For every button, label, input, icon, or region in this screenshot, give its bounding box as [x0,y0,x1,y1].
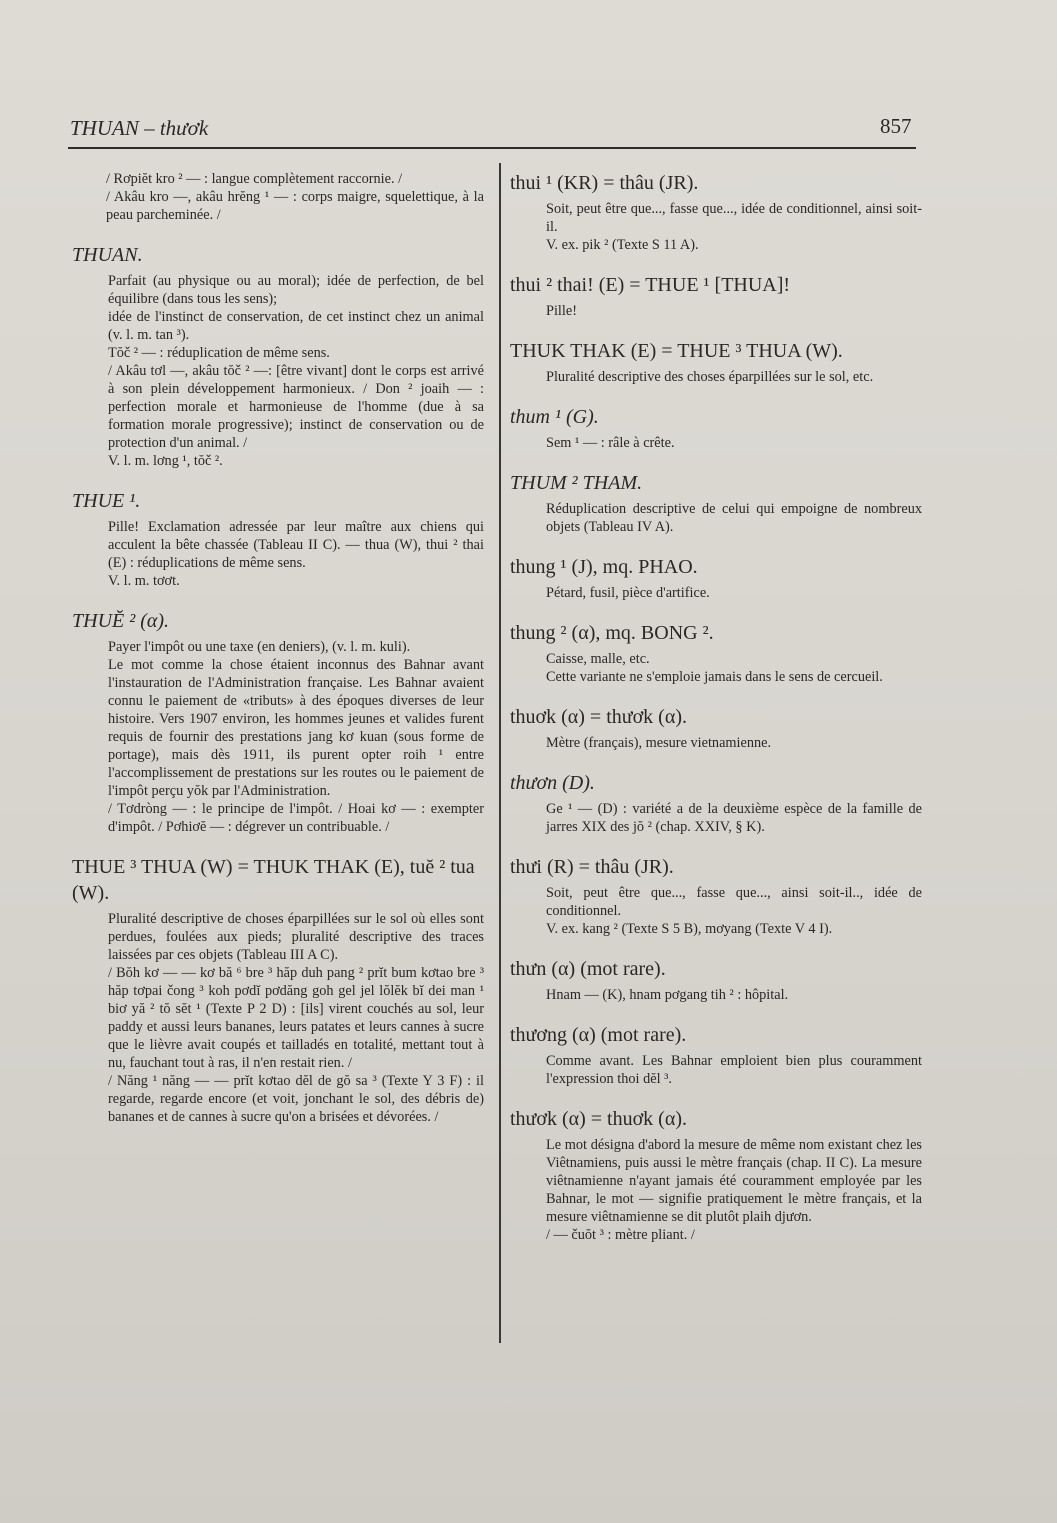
entry-thui-1 [510,170,922,254]
definition-line: Tŏč ² — : réduplication de même sens. [108,345,330,361]
headword: thưi (R) = thâu (JR). [510,856,674,878]
definition-line: / Akâu tơl —, akâu tŏč ² —: [être vivant] dont le corps est arrivé à son plein développement harmonieux. / Don ² joaih — : perfection morale et harmonieuse de l'homme (due à sa formation morale progressive); instinct de conservation ou de protection d'un animal. / [108,363,484,451]
definition-line: Mètre (français), mesure vietnamienne. [546,735,772,751]
definition-line: Le mot désigna d'abord la mesure de même nom existant chez les Viêtnamiens, puis aussi le mètre français (chap. II C). La mesure viêtnamienne n'ayant jamais été couramment employée par les Bahnar, le mot — signifie pratiquement le mètre français, et la mesure viêtnamienne se dit plutôt plaih djươn. [546,1137,922,1225]
entry-thue-3 [72,854,484,1126]
continuation-block [72,170,484,224]
entry-thum-2 [510,470,922,536]
headword: thung ¹ (J), mq. PHAO. [510,556,698,578]
entry-thun [510,956,922,1004]
headword: thung ² (α), mq. BONG ². [510,622,714,644]
headword: thương (α) (mot rare). [510,1024,687,1046]
definition-line: Sem ¹ — : râle à crête. [546,435,675,451]
page-number: 857 [880,114,912,138]
definition-line: Soit, peut être que..., fasse que..., ainsi soit-il.., idée de conditionnel. [546,885,922,919]
running-head: THUAN – thươk [70,116,209,140]
headword: THUK THAK (E) = THUE ³ THUA (W). [510,340,843,362]
definition-line: idée de l'instinct de conservation, de cet instinct chez un animal (v. l. m. tan ³). [108,309,484,343]
headword: THUE ¹. [72,490,141,512]
headword: THUĔ ² (α). [72,610,170,632]
definition-line: Comme avant. Les Bahnar emploient bien plus couramment l'expression thoi dĕl ³. [546,1053,922,1087]
definition-line: / — čuŏt ³ : mètre pliant. / [546,1227,695,1243]
entry-thue-1 [72,488,484,590]
headword: thuơk (α) = thươk (α). [510,706,687,728]
headword: thưn (α) (mot rare). [510,958,666,980]
headword: thươn (D). [510,772,595,794]
definition-line: V. l. m. tơơt. [108,573,180,589]
definition-line: Réduplication descriptive de celui qui empoigne de nombreux objets (Tableau IV A). [546,501,922,535]
definition-line: Ge ¹ — (D) : variété a de la deuxième espèce de la famille de jarres XIX des jŏ ² (chap. XXIV, § K). [546,801,922,835]
entry-thuok [510,704,922,752]
definition-line: Caisse, malle, etc. [546,651,650,667]
definition-line: V. l. m. lơng ¹, tŏč ². [108,453,223,469]
headword: thui ² thai! (E) = THUE ¹ [THUA]! [510,274,791,296]
definition-line: / Bŏh kơ — — kơ bă ⁶ bre ³ hăp duh pang ² prĭt bum kơtao bre ³ hăp tơpai čong ³ koh pơdĭ pơdăng goh gel jel lŏlĕk bĭ dei man ¹ biơ yă ² tŏ sĕt ¹ (Texte P 2 D) : [ils] virent couchés au sol, leur paddy et aussi leurs bananes, leurs patates et leurs cannes à sucre que le lièvre avait coupés et tailladés en totalité, mettant tout à nu, fauchant tout à ras, il n'en restait rien. / [108,965,484,1071]
definition-line: Parfait (au physique ou au moral); idée de perfection, de bel équilibre (dans tous les sens); [108,273,484,307]
entry-thui-2 [510,272,922,320]
definition-line: / Năng ¹ năng — — prĭt kơtao dĕl de gŏ sa ³ (Texte Y 3 F) : il regarde, regarde encore (et voit, jonchant le sol, des débris de) bananes et de cannes à sucre qu'on a brisées et dévorées. / [108,1073,484,1125]
headword: THUM ² THAM. [510,472,643,494]
header-rule [68,147,916,149]
headword: THUE ³ THUA (W) = THUK THAK (E), tuĕ ² tua (W). [72,856,475,904]
entry-thuk-thak [510,338,922,386]
headword: thum ¹ (G). [510,406,599,428]
entry-thung-2 [510,620,922,686]
entry-thuon [510,770,922,836]
entry-thuan [72,242,484,470]
continuation-line: / Rơpiĕt kro ² — : langue complètement raccornie. / [106,171,403,187]
entry-thum-1 [510,404,922,452]
entry-thuong [510,1022,922,1088]
definition-line: Payer l'impôt ou une taxe (en deniers), (v. l. m. kuli). [108,639,411,655]
definition-line: Le mot comme la chose étaient inconnus des Bahnar avant l'instauration de l'Administration française. Les Bahnar avaient connu le paiement de «tributs» à des époques diverses de leur histoire. Vers 1907 environ, les hommes jeunes et valides furent requis de fournir des prestations jang kơ kuan (sous forme de portage), mais dès 1911, ils purent opter roih ¹ entre l'accomplissement de prestations sur les routes ou le paiement de l'impôt perçu yŏk par l'Administration. [108,657,484,799]
definition-line: V. ex. kang ² (Texte S 5 B), mơyang (Texte V 4 I). [546,921,833,937]
right-column [510,170,922,1262]
definition-line: Pille! Exclamation adressée par leur maître aux chiens qui acculent la bête chassée (Tableau II C). — thua (W), thui ² thai (E) : réduplications de même sens. [108,519,484,571]
definition-line: Soit, peut être que..., fasse que..., idée de conditionnel, ainsi soit-il. [546,201,922,235]
definition-line: Pille! [546,303,577,319]
column-divider [499,163,501,1343]
entry-thui-r [510,854,922,938]
headword: thui ¹ (KR) = thâu (JR). [510,172,699,194]
definition-line: Pluralité descriptive des choses éparpillées sur le sol, etc. [546,369,874,385]
headword: THUAN. [72,244,143,266]
definition-line: Pétard, fusil, pièce d'artifice. [546,585,710,601]
left-column [72,170,484,1144]
definition-line: Hnam — (K), hnam pơgang tih ² : hôpital. [546,987,789,1003]
definition-line: V. ex. pik ² (Texte S 11 A). [546,237,699,253]
entry-thue-2 [72,608,484,836]
definition-line: Cette variante ne s'emploie jamais dans le sens de cercueil. [546,669,883,685]
definition-line: / Tơdròng — : le principe de l'impôt. / Hoai kơ — : exempter d'impôt. / Pơhiơĕ — : dégrever un contribuable. / [108,801,484,835]
entry-thung-1 [510,554,922,602]
continuation-line: / Akâu kro —, akâu hrĕng ¹ — : corps maigre, squelettique, à la peau parcheminée. / [106,189,484,223]
entry-thuok-2 [510,1106,922,1244]
definition-line: Pluralité descriptive de choses éparpillées sur le sol où elles sont perdues, foulées aux pieds; pluralité descriptive des traces laissées par ces objets (Tableau III A C). [108,911,484,963]
headword: thươk (α) = thuơk (α). [510,1108,687,1130]
